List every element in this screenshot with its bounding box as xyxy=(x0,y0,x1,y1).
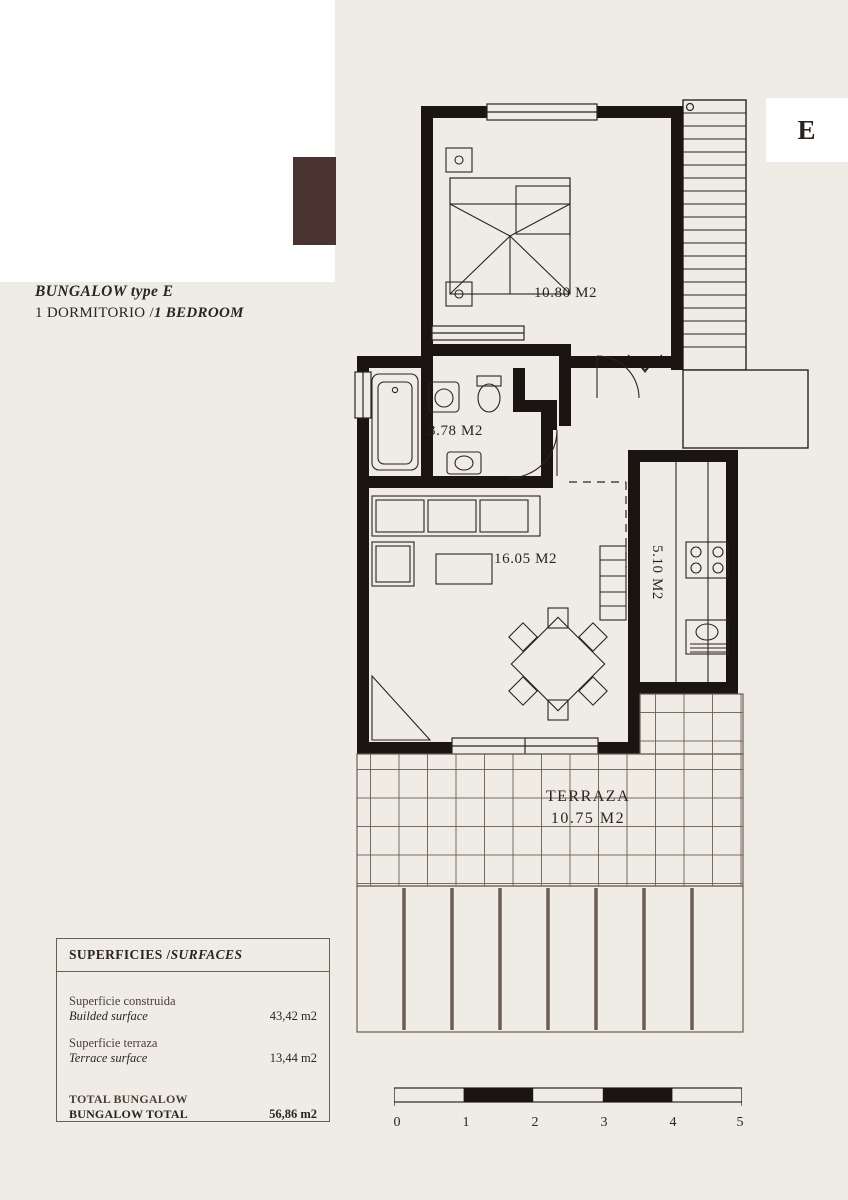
scale-bar xyxy=(394,1084,742,1135)
surfaces-row xyxy=(57,994,329,1024)
surfaces-total-row xyxy=(57,1092,329,1122)
total-label-es: TOTAL BUNGALOW xyxy=(69,1092,188,1106)
surface-label-en: Terrace surface xyxy=(69,1051,148,1065)
room-living-dining xyxy=(357,450,640,754)
scale-tick-5: 5 xyxy=(736,1115,744,1130)
label-kitchen-area: 5.10 M2 xyxy=(649,545,665,601)
total-label-en: BUNGALOW TOTAL xyxy=(69,1107,188,1121)
exterior-stairs xyxy=(628,100,746,372)
label-bedroom-area: 10.80 M2 xyxy=(534,285,598,301)
garden-pergola xyxy=(357,886,743,1032)
scale-bar-graphic xyxy=(394,1084,742,1106)
title-bedrooms-es: 1 DORMITORIO / xyxy=(35,305,154,321)
surface-label-es: Superficie construida xyxy=(69,994,176,1008)
surfaces-table-header xyxy=(57,939,329,972)
scale-tick-1: 1 xyxy=(462,1115,470,1130)
surface-value: 13,44 m2 xyxy=(269,1051,317,1065)
scale-tick-3: 3 xyxy=(600,1115,608,1130)
room-bathroom xyxy=(355,356,557,488)
title-bungalow-type: BUNGALOW type E xyxy=(35,283,174,300)
label-terrace-title: TERRAZA xyxy=(545,788,631,805)
surfaces-header-en: SURFACES xyxy=(170,947,243,962)
scale-tick-0: 0 xyxy=(393,1115,401,1130)
surfaces-table xyxy=(56,938,330,1122)
total-value: 56,86 m2 xyxy=(269,1107,317,1121)
surfaces-header-es: SUPERFICIES / xyxy=(69,947,171,962)
type-badge-label: E xyxy=(797,114,817,145)
label-living-area: 16.05 M2 xyxy=(494,551,558,567)
entry-walkway xyxy=(683,370,808,448)
surface-label-es: Superficie terraza xyxy=(69,1036,158,1050)
surfaces-rows xyxy=(57,972,329,1066)
title-bedrooms-en: 1 BEDROOM xyxy=(153,305,244,321)
room-kitchen xyxy=(600,450,738,694)
scale-bar-labels xyxy=(394,1115,742,1135)
label-terrace-area: 10.75 M2 xyxy=(550,810,626,827)
label-bathroom-area: 3.78 M2 xyxy=(428,423,484,439)
room-bedroom xyxy=(421,104,683,426)
surface-value: 43,42 m2 xyxy=(269,1009,317,1023)
scale-tick-2: 2 xyxy=(531,1115,539,1130)
surfaces-row xyxy=(57,1036,329,1066)
surface-label-en: Builded surface xyxy=(69,1009,148,1023)
scale-tick-4: 4 xyxy=(669,1115,677,1130)
